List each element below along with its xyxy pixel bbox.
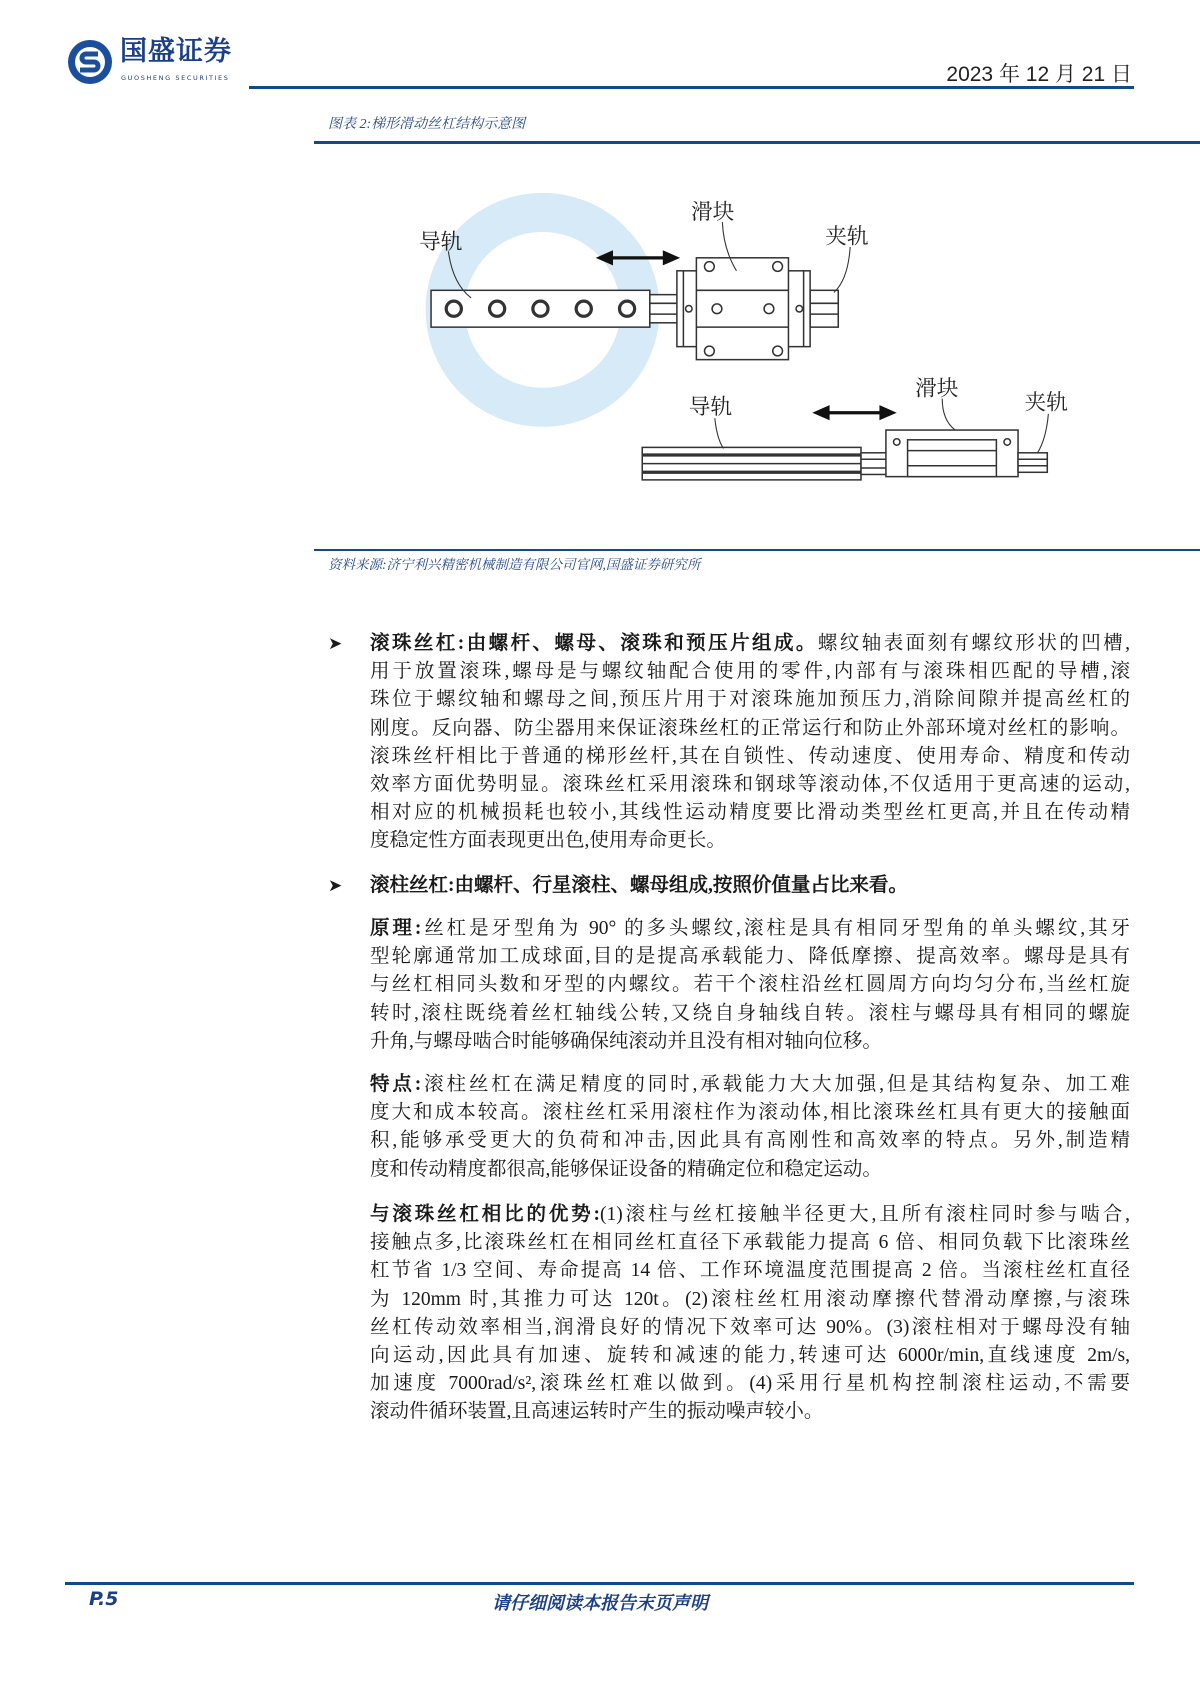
page-number: P.5 xyxy=(89,1588,119,1610)
disclaimer-notice: 请仔细阅读本报告末页声明 xyxy=(492,1593,708,1614)
label-bottom-clamp: 夹轨 xyxy=(1024,390,1068,416)
guide-rail-diagram xyxy=(0,160,1200,540)
footer-divider xyxy=(65,1582,1134,1585)
bullet-arrow-icon: ➤ xyxy=(328,634,343,654)
report-date: 2023 年 12 月 21 日 xyxy=(946,63,1132,86)
paragraph-text: 转时,滚柱既绕着丝杠轴线公转,又绕自身轴线自转。滚柱与螺母具有相同的螺旋 xyxy=(370,1002,1130,1024)
paragraph-text: 度大和成本较高。滚柱丝杠采用滚柱作为滚动体,相比滚珠丝杠具有更大的接触面 xyxy=(370,1102,1130,1124)
label-top-clamp: 夹轨 xyxy=(825,224,869,250)
paragraph-line xyxy=(370,827,1130,855)
paragraph-text: 丝杠是牙型角为 90° 的多头螺纹,滚柱是具有相同牙型角的单头螺纹,其牙 xyxy=(421,918,1130,939)
paragraph-line xyxy=(370,915,1130,943)
paragraph-text: 滚珠丝杆相比于普通的梯形丝杆,其在自锁性、传动速度、使用寿命、精度和传动 xyxy=(370,745,1130,767)
paragraph-line xyxy=(370,715,1130,743)
paragraph-lead: 滚珠丝杠:由螺杆、螺母、滚珠和预压片组成。 xyxy=(370,633,818,654)
paragraph-line xyxy=(370,1028,1130,1056)
paragraph-line xyxy=(370,1127,1130,1155)
paragraph-line xyxy=(370,1156,1130,1184)
paragraph-line xyxy=(370,943,1130,971)
paragraph-lead: 原理: xyxy=(370,918,422,939)
paragraph-advantages xyxy=(370,1201,1130,1427)
figure-caption: 图表 2:梯形滑动丝杠结构示意图 xyxy=(328,117,526,132)
paragraph-text: 丝杠传动效率相当,润滑良好的情况下效率可达 90%。(3)滚柱相对于螺母没有轴 xyxy=(370,1316,1130,1338)
paragraph-line xyxy=(370,686,1130,714)
paragraph-text: 螺纹轴表面刻有螺纹形状的凹槽, xyxy=(817,633,1130,654)
paragraph-text: 珠位于螺纹轴和螺母之间,预压片用于对滚珠施加预压力,消除间隙并提高丝杠的 xyxy=(370,689,1130,711)
header-divider xyxy=(249,86,1134,89)
label-top-slider: 滑块 xyxy=(690,199,735,225)
bullet-arrow-icon: ➤ xyxy=(328,876,343,896)
paragraph-principle xyxy=(370,915,1130,1056)
paragraph-text: 滚动件循环装置,且高速运转时产生的振动噪声较小。 xyxy=(370,1401,824,1423)
paragraph-text: 积,能够承受更大的负荷和冲击,因此具有高刚性和高效率的特点。另外,制造精 xyxy=(370,1130,1130,1152)
paragraph-text: 与丝杠相同头数和牙型的内螺纹。若干个滚柱沿丝杠圆周方向均匀分布,当丝杠旋 xyxy=(370,974,1130,996)
paragraph-text: 度和传动精度都很高,能够保证设备的精确定位和稳定运动。 xyxy=(370,1158,882,1180)
caption-divider xyxy=(314,141,1200,144)
paragraph-text: 加速度 7000rad/s²,滚珠丝杠难以做到。(4)采用行星机构控制滚柱运动,不需要 xyxy=(370,1373,1130,1395)
paragraph-line xyxy=(370,743,1130,771)
paragraph-line xyxy=(370,1314,1130,1342)
paragraph-ball-screw xyxy=(370,630,1130,856)
paragraph-line xyxy=(370,1099,1130,1127)
figure-source: 资料来源:济宁利兴精密机械制造有限公司官网,国盛证券研究所 xyxy=(328,557,701,572)
paragraph-text: 度稳定性方面表现更出色,使用寿命更长。 xyxy=(370,830,726,852)
paragraph-features xyxy=(370,1071,1130,1184)
paragraph-line xyxy=(370,1370,1130,1398)
paragraph-text: (1)滚柱与丝杠接触半径更大,且所有滚柱同时参与啮合, xyxy=(600,1204,1130,1225)
paragraph-line xyxy=(370,799,1130,827)
paragraph-text: 用于放置滚珠,螺母是与螺纹轴配合使用的零件,内部有与滚珠相匹配的导槽,滚 xyxy=(370,661,1130,683)
paragraph-text: 滚柱丝杠在满足精度的同时,承载能力大大加强,但是其结构复杂、加工难 xyxy=(421,1074,1130,1095)
paragraph-text: 效率方面优势明显。滚珠丝杠采用滚珠和钢球等滚动体,不仅适用于更高速的运动, xyxy=(370,773,1130,795)
paragraph-line xyxy=(370,1000,1130,1028)
paragraph-line xyxy=(370,1201,1130,1229)
paragraph-line xyxy=(370,658,1130,686)
paragraph-line xyxy=(370,1398,1130,1426)
paragraph-line xyxy=(370,1071,1130,1099)
paragraph-line xyxy=(370,771,1130,799)
paragraph-lead: 滚柱丝杠:由螺杆、行星滚柱、螺母组成,按照价值量占比来看。 xyxy=(370,875,908,896)
paragraph-line xyxy=(370,872,1130,900)
logo-icon xyxy=(66,38,114,86)
paragraph-lead: 特点: xyxy=(370,1074,422,1095)
paragraph-text: 为 120mm 时,其推力可达 120t。(2)滚柱丝杠用滚动摩擦代替滑动摩擦,与滚珠 xyxy=(370,1288,1130,1310)
label-bottom-slider: 滑块 xyxy=(915,376,959,402)
label-bottom-rail: 导轨 xyxy=(688,394,733,420)
paragraph-lead: 与滚珠丝杠相比的优势: xyxy=(370,1204,601,1225)
paragraph-line xyxy=(370,971,1130,999)
paragraph-text: 杠节省 1/3 空间、寿命提高 14 倍、工作环境温度范围提高 2 倍。当滚柱丝杠直径 xyxy=(370,1260,1130,1282)
paragraph-roller-screw-heading xyxy=(370,872,1130,900)
paragraph-line xyxy=(370,630,1130,658)
paragraph-text: 向运动,因此具有加速、旋转和减速的能力,转速可达 6000r/min,直线速度 2m/s, xyxy=(370,1344,1130,1366)
paragraph-line xyxy=(370,1342,1130,1370)
paragraph-text: 刚度。反向器、防尘器用来保证滚珠丝杠的正常运行和防止外部环境对丝杠的影响。 xyxy=(370,717,1130,739)
paragraph-line xyxy=(370,1286,1130,1314)
label-top-rail: 导轨 xyxy=(419,230,463,256)
paragraph-text: 型轮廓通常加工成球面,目的是提高承载能力、降低摩擦、提高效率。螺母是具有 xyxy=(370,946,1130,968)
paragraph-text: 接触点多,比滚珠丝杠在相同丝杠直径下承载能力提高 6 倍、相同负载下比滚珠丝 xyxy=(370,1232,1130,1254)
paragraph-text: 升角,与螺母啮合时能够确保纯滚动并且没有相对轴向位移。 xyxy=(370,1030,882,1052)
paragraph-line xyxy=(370,1229,1130,1257)
source-divider xyxy=(314,549,1200,551)
paragraph-line xyxy=(370,1257,1130,1285)
logo-subtext: GUOSHENG SECURITIES xyxy=(121,74,230,82)
paragraph-text: 相对应的机械损耗也较小,其线性运动精度要比滑动类型丝杠更高,并且在传动精 xyxy=(370,802,1130,824)
logo-text: 国盛证券 xyxy=(120,36,232,67)
